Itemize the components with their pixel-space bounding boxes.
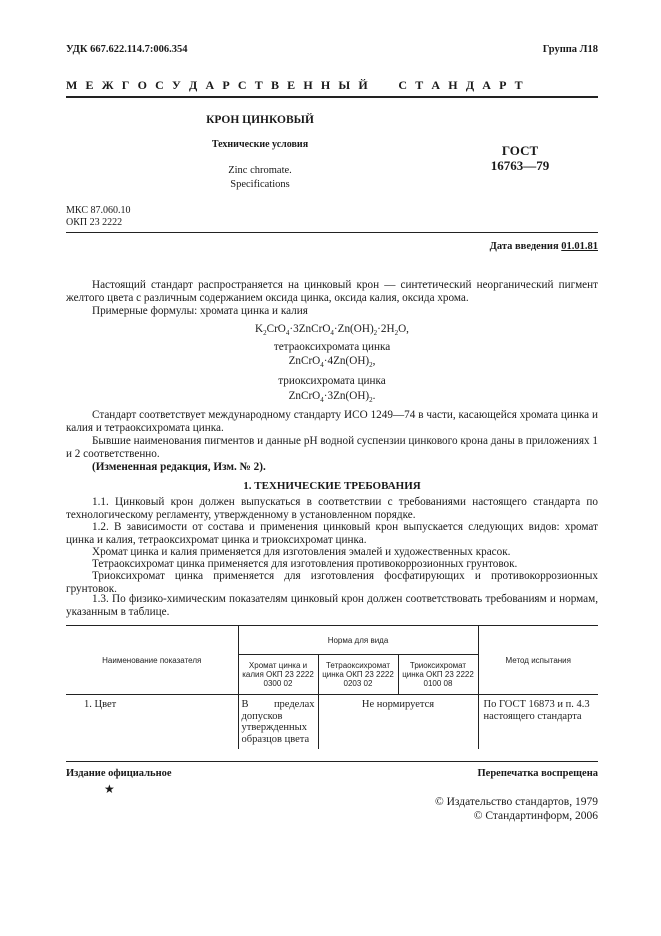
amendment-note: (Измененная редакция, Изм. № 2). [92, 461, 266, 473]
intro-paragraph: Настоящий стандарт распространяется на цинковый крон — синтетический неорганический пигмент желтого цвета с различным содержанием оксида цинка, оксида калия, оксида хрома. [66, 279, 598, 304]
formulas-intro: Примерные формулы: хромата цинка и калия [92, 305, 308, 317]
gost-label: ГОСТ [501, 143, 539, 158]
interstate-standard-banner: М Е Ж Г О С У Д А Р С Т В Е Н Н Ы Й С Т А Н Д А Р Т [66, 78, 526, 92]
mks-code: МКС 87.060.10 [66, 205, 131, 216]
former-names-paragraph: Бывшие наименования пигментов и данные рН водной суспензии цинкового крона даны в приложениях 1 и 2 соответственно. [66, 435, 598, 460]
effective-date-value: 01.01.81 [561, 241, 598, 252]
gost-number: 16763—79 [490, 158, 550, 173]
header-method: Метод испытания [478, 626, 598, 695]
english-title-line1: Zinc chromate. [228, 165, 292, 176]
subheader-tetraoxy: Тетраоксихромат цинка ОКП 23 2222 0203 02 [318, 655, 398, 695]
clause-1-2-zinc-potassium: Хромат цинка и калия применяется для изготовления эмалей и художественных красок. [92, 546, 511, 558]
udk-code: УДК 667.622.114.7:006.354 [66, 44, 188, 55]
copyright-1979: © Издательство стандартов, 1979 [434, 796, 598, 808]
row-norm-not-regulated: Не нормируется [318, 695, 478, 750]
tetraoxychromate-label: тетраоксихромата цинка [273, 341, 391, 353]
row-method: По ГОСТ 16873 и п. 4.3 настоящего стандарта [483, 699, 590, 722]
header-norm: Норма для вида [238, 626, 478, 655]
reprint-prohibited: Перепечатка воспрещена [477, 768, 598, 779]
row-norm-zinc-potassium: В пределах допусков утвержденных образцов цвета [238, 695, 318, 750]
formula-trioxychromate: $ZnCrO_4\cdot 3Zn(OH)_2$. [288, 390, 376, 405]
english-title-line2: Specifications [230, 179, 290, 190]
effective-date-label: Дата введения [489, 241, 559, 252]
document-subtitle: Технические условия [211, 139, 309, 150]
subheader-trioxy: Триоксихромат цинка ОКП 23 2222 0100 08 [398, 655, 478, 695]
header-rule [66, 96, 598, 98]
title-rule [66, 232, 598, 233]
clause-1-3: 1.3. По физико-химическим показателям цинковый крон должен соответствовать требованиям и нормам, указанным в таблице. [66, 593, 598, 618]
star-icon: ★ [104, 782, 115, 796]
effective-date [490, 241, 598, 252]
clause-1-2-tetraoxy: Тетраоксихромат цинка применяется для изготовления противокоррозионных грунтовок. [92, 558, 518, 570]
table-row [66, 695, 598, 750]
formula-zinc-potassium-chromate: $K_2CrO_4\cdot 3ZnCrO_4\cdot Zn(OH)_2\cdot 2H_2O$, [255, 323, 409, 338]
official-edition: Издание официальное [66, 768, 172, 779]
clause-1-1: 1.1. Цинковый крон должен выпускаться в соответствии с требованиями настоящего стандарта по технологическому регламенту, утвержденному в установленном порядке. [66, 496, 598, 521]
section-heading: 1. ТЕХНИЧЕСКИЕ ТРЕБОВАНИЯ [243, 480, 421, 492]
subheader-zinc-potassium: Хромат цинка и калия ОКП 23 2222 0300 02 [238, 655, 318, 695]
row-indicator: 1. Цвет [66, 695, 238, 750]
clause-1-2-trioxy: Триоксихромат цинка применяется для изготовления фосфатирующих и противокоррозионных грунтовок. [66, 570, 598, 595]
header-indicator: Наименование показателя [66, 626, 238, 695]
clause-1-2: 1.2. В зависимости от состава и применения цинковый крон выпускается следующих видов: хромат цинка и калия, тетраоксихромат цинка и триоксихромат цинка. [66, 521, 598, 546]
footer-rule [66, 761, 598, 762]
formula-tetraoxychromate: $ZnCrO_4\cdot 4Zn(OH)_2$, [288, 355, 376, 370]
requirements-table [66, 625, 598, 749]
document-title: КРОН ЦИНКОВЫЙ [206, 114, 314, 126]
copyright-2006: © Стандартинформ, 2006 [473, 810, 598, 822]
trioxychromate-label: триоксихромата цинка [278, 375, 386, 387]
okp-code: ОКП 23 2222 [66, 217, 123, 228]
iso-paragraph: Стандарт соответствует международному стандарту ИСО 1249—74 в части, касающейся хромата цинка и калия и тетраоксихромата цинка. [66, 409, 598, 434]
group-code: Группа Л18 [542, 44, 598, 55]
